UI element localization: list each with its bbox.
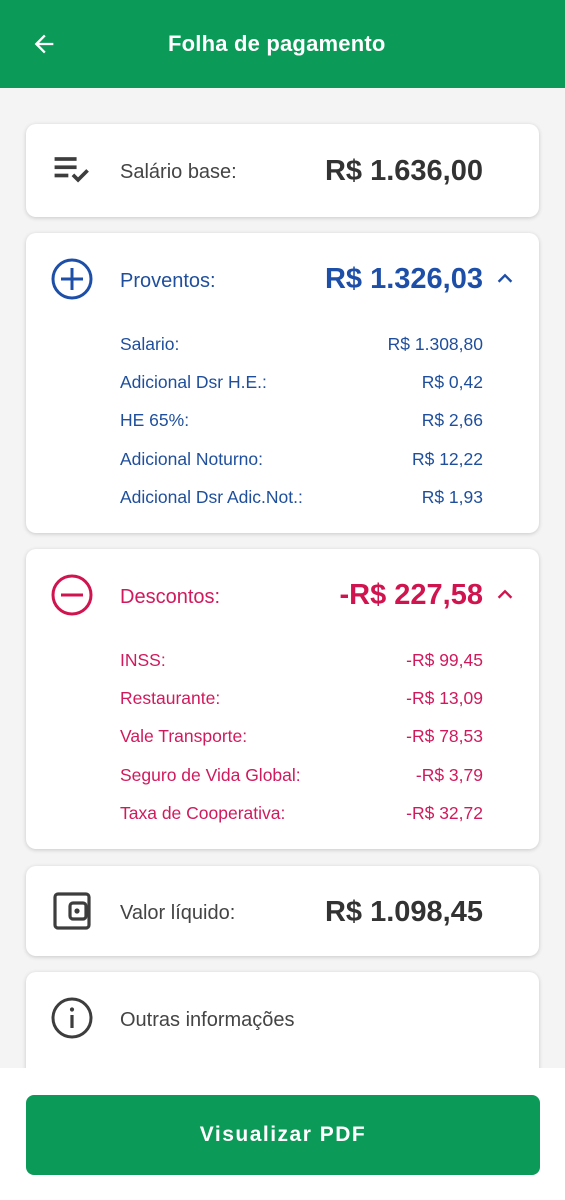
wallet-icon [50, 889, 94, 933]
item-value: R$ 2,66 [421, 410, 483, 431]
plus-circle-icon [50, 257, 94, 301]
proventos-row [120, 363, 483, 401]
item-value: R$ 1,93 [421, 487, 483, 508]
descontos-row [120, 795, 483, 833]
item-label: Adicional Noturno: [120, 448, 263, 469]
proventos-collapse-button[interactable] [493, 267, 517, 291]
item-label: Vale Transporte: [120, 726, 248, 747]
proventos-row [120, 479, 483, 517]
item-value: R$ 1.308,80 [387, 333, 483, 354]
salario-base-card [26, 124, 539, 217]
descontos-row [120, 679, 483, 717]
item-value: -R$ 99,45 [406, 649, 483, 670]
proventos-row [120, 325, 483, 363]
proventos-row [120, 440, 483, 478]
descontos-collapse-button[interactable] [493, 583, 517, 607]
app-header [0, 0, 565, 88]
item-label: Seguro de Vida Global: [120, 764, 301, 785]
item-label: Adicional Dsr Adic.Not.: [120, 487, 303, 508]
item-value: -R$ 3,79 [415, 764, 483, 785]
proventos-list [120, 325, 483, 517]
proventos-card [26, 233, 539, 533]
visualizar-pdf-button[interactable]: Visualizar PDF [26, 1095, 540, 1175]
proventos-label: Proventos: [120, 270, 216, 292]
item-label: Salario: [120, 333, 180, 354]
valor-liquido-label: Valor líquido: [120, 902, 236, 924]
info-circle-icon [50, 996, 94, 1040]
checklist-icon [50, 148, 94, 192]
page-title: Folha de pagamento [168, 31, 386, 56]
chevron-up-icon [494, 584, 516, 606]
proventos-total: R$ 1.326,03 [324, 263, 483, 295]
item-label: Taxa de Cooperativa: [120, 803, 286, 824]
descontos-row [120, 641, 483, 679]
descontos-list [120, 641, 483, 833]
item-value: -R$ 32,72 [406, 803, 483, 824]
item-label: Restaurante: [120, 688, 221, 709]
descontos-total: -R$ 227,58 [339, 579, 483, 611]
minus-circle-icon [50, 573, 94, 617]
salario-base-value: R$ 1.636,00 [324, 155, 483, 187]
item-value: R$ 0,42 [421, 372, 483, 393]
valor-liquido-card [26, 866, 539, 956]
outras-informacoes-label: Outras informações [120, 1009, 295, 1031]
item-label: INSS: [120, 649, 166, 670]
item-label: HE 65%: [120, 410, 190, 431]
salario-base-label: Salário base: [120, 161, 237, 183]
proventos-row [120, 402, 483, 440]
item-value: -R$ 78,53 [406, 726, 483, 747]
chevron-up-icon [494, 268, 516, 290]
arrow-left-icon [30, 30, 58, 58]
descontos-label: Descontos: [120, 586, 221, 608]
descontos-row [120, 718, 483, 756]
valor-liquido-value: R$ 1.098,45 [324, 896, 483, 928]
descontos-row [120, 756, 483, 794]
item-value: -R$ 13,09 [406, 688, 483, 709]
back-button[interactable] [22, 22, 66, 66]
item-label: Adicional Dsr H.E.: [120, 372, 267, 393]
descontos-card [26, 549, 539, 849]
item-value: R$ 12,22 [411, 448, 483, 469]
